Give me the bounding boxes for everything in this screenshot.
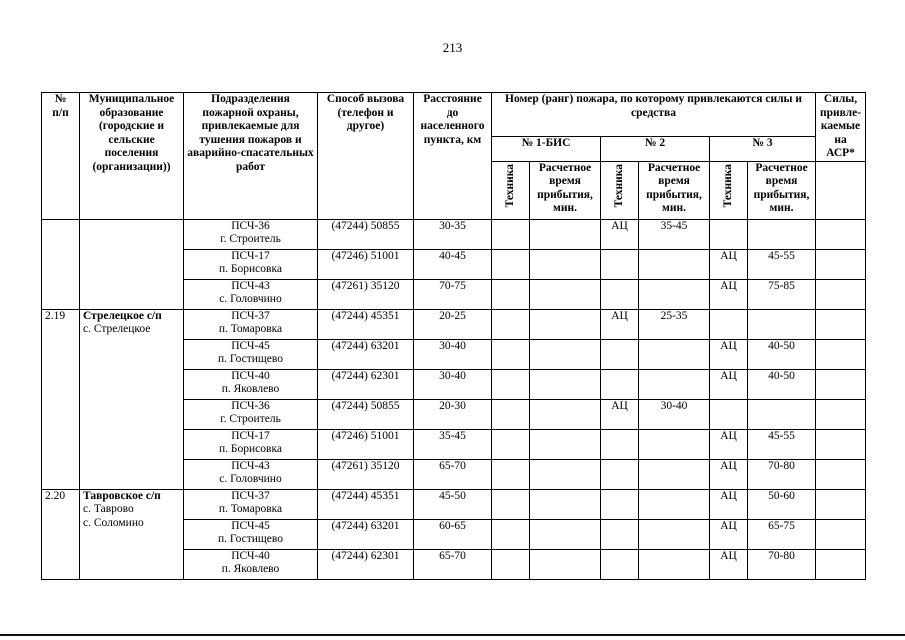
cell-distance: 45-50 (414, 489, 492, 519)
cell-unit (184, 489, 318, 519)
cell-distance: 35-45 (414, 429, 492, 459)
cell-tech-1 (492, 459, 530, 489)
cell-distance: 30-40 (414, 339, 492, 369)
cell-tech-3: АЦ (710, 339, 748, 369)
cell-tech-1 (492, 219, 530, 249)
header-arrival-1: Расчетное время прибытия, мин. (530, 161, 601, 219)
unit-location: г. Строитель (220, 233, 281, 245)
cell-tech-1 (492, 549, 530, 579)
cell-tech-1 (492, 489, 530, 519)
header-unit: Подразделения пожарной охраны, привлекаемые для тушения пожаров и аварийно-спасательных работ (184, 93, 318, 220)
cell-arrival-2 (639, 549, 710, 579)
cell-tech-3: АЦ (710, 249, 748, 279)
cell-tech-2 (601, 459, 639, 489)
unit-location: п. Яковлево (221, 383, 280, 395)
cell-asr (816, 399, 866, 429)
cell-phone: (47261) 35120 (318, 279, 414, 309)
cell-arrival-3: 70-80 (748, 459, 816, 489)
cell-arrival-1 (530, 369, 601, 399)
cell-tech-1 (492, 519, 530, 549)
cell-arrival-2 (639, 459, 710, 489)
cell-distance: 20-25 (414, 309, 492, 339)
cell-tech-3: АЦ (710, 489, 748, 519)
cell-arrival-2: 35-45 (639, 219, 710, 249)
cell-tech-2 (601, 489, 639, 519)
cell-asr (816, 459, 866, 489)
header-tech-3: Техника (710, 161, 748, 219)
unit-name: ПСЧ-43 (231, 459, 270, 472)
cell-phone: (47244) 63201 (318, 339, 414, 369)
header-tech-1: Техника (492, 161, 530, 219)
cell-num: 2.19 (42, 309, 80, 489)
unit-location: п. Борисовка (219, 443, 282, 455)
unit-location: п. Яковлево (221, 563, 280, 575)
cell-tech-3: АЦ (710, 369, 748, 399)
cell-asr (816, 519, 866, 549)
unit-name: ПСЧ-36 (231, 219, 270, 232)
cell-municipality (80, 489, 184, 579)
fire-response-table (41, 92, 866, 580)
cell-tech-2 (601, 249, 639, 279)
cell-arrival-3: 40-50 (748, 339, 816, 369)
cell-phone: (47244) 62301 (318, 549, 414, 579)
cell-distance: 65-70 (414, 459, 492, 489)
cell-unit (184, 219, 318, 249)
cell-arrival-1 (530, 219, 601, 249)
cell-arrival-3 (748, 219, 816, 249)
cell-distance: 30-40 (414, 369, 492, 399)
cell-tech-2 (601, 429, 639, 459)
header-num: № п/п (42, 93, 80, 220)
cell-arrival-3: 70-80 (748, 549, 816, 579)
cell-tech-1 (492, 279, 530, 309)
cell-tech-3: АЦ (710, 429, 748, 459)
cell-arrival-2 (639, 369, 710, 399)
header-rank-3: № 3 (710, 136, 816, 161)
cell-phone: (47244) 45351 (318, 489, 414, 519)
table-body (42, 219, 866, 579)
cell-arrival-1 (530, 309, 601, 339)
cell-unit (184, 339, 318, 369)
cell-tech-1 (492, 369, 530, 399)
cell-arrival-1 (530, 429, 601, 459)
cell-arrival-3 (748, 399, 816, 429)
cell-tech-3: АЦ (710, 519, 748, 549)
cell-phone: (47261) 35120 (318, 459, 414, 489)
unit-name: ПСЧ-37 (231, 489, 270, 502)
unit-name: ПСЧ-37 (231, 309, 270, 322)
cell-unit (184, 249, 318, 279)
unit-location: с. Головчино (219, 293, 282, 305)
settlement-name: с. Соломино (83, 516, 144, 529)
cell-asr (816, 339, 866, 369)
cell-asr (816, 249, 866, 279)
cell-unit (184, 309, 318, 339)
header-rank-2: № 2 (601, 136, 710, 161)
cell-distance: 60-65 (414, 519, 492, 549)
header-municipality: Муниципальное образование (городские и сельские поселения (организации)) (80, 93, 184, 220)
cell-phone: (47244) 50855 (318, 399, 414, 429)
unit-location: с. Головчино (219, 473, 282, 485)
unit-location: п. Гостищево (218, 353, 283, 365)
table-row (42, 309, 866, 339)
cell-distance: 30-35 (414, 219, 492, 249)
cell-asr (816, 429, 866, 459)
settlement-name: с. Таврово (83, 503, 134, 515)
cell-tech-2 (601, 279, 639, 309)
header-rank-1bis: № 1-БИС (492, 136, 601, 161)
cell-tech-3: АЦ (710, 549, 748, 579)
cell-arrival-2 (639, 249, 710, 279)
cell-tech-2: АЦ (601, 399, 639, 429)
cell-tech-3 (710, 219, 748, 249)
cell-arrival-1 (530, 279, 601, 309)
cell-unit (184, 399, 318, 429)
municipality-name: Тавровское с/п (83, 489, 161, 502)
cell-municipality (80, 219, 184, 309)
unit-name: ПСЧ-45 (231, 339, 270, 352)
cell-arrival-2 (639, 519, 710, 549)
cell-phone: (47244) 63201 (318, 519, 414, 549)
cell-arrival-1 (530, 399, 601, 429)
cell-arrival-1 (530, 339, 601, 369)
cell-tech-3 (710, 309, 748, 339)
cell-tech-3: АЦ (710, 279, 748, 309)
cell-num: 2.20 (42, 489, 80, 579)
header-tech-2: Техника (601, 161, 639, 219)
cell-num (42, 219, 80, 309)
header-call-method: Способ вызова (телефон и другое) (318, 93, 414, 220)
cell-arrival-2: 25-35 (639, 309, 710, 339)
cell-arrival-1 (530, 519, 601, 549)
cell-arrival-2 (639, 429, 710, 459)
unit-name: ПСЧ-45 (231, 519, 270, 532)
unit-location: г. Строитель (220, 413, 281, 425)
unit-name: ПСЧ-17 (231, 429, 270, 442)
cell-tech-1 (492, 309, 530, 339)
cell-phone: (47246) 51001 (318, 429, 414, 459)
cell-unit (184, 549, 318, 579)
cell-distance: 20-30 (414, 399, 492, 429)
cell-distance: 40-45 (414, 249, 492, 279)
cell-tech-1 (492, 429, 530, 459)
unit-location: п. Томаровка (218, 503, 283, 515)
cell-arrival-2 (639, 279, 710, 309)
cell-arrival-1 (530, 249, 601, 279)
cell-asr (816, 309, 866, 339)
unit-name: ПСЧ-36 (231, 399, 270, 412)
unit-location: п. Гостищево (218, 533, 283, 545)
unit-name: ПСЧ-43 (231, 279, 270, 292)
cell-arrival-3: 50-60 (748, 489, 816, 519)
cell-arrival-3: 45-55 (748, 249, 816, 279)
cell-unit (184, 429, 318, 459)
cell-asr (816, 489, 866, 519)
header-distance: Расстояние до населенного пункта, км (414, 93, 492, 220)
unit-name: ПСЧ-40 (231, 369, 270, 382)
municipality-name: Стрелецкое с/п (83, 309, 162, 322)
cell-tech-2 (601, 549, 639, 579)
cell-arrival-3: 45-55 (748, 429, 816, 459)
unit-name: ПСЧ-40 (231, 549, 270, 562)
cell-arrival-3: 65-75 (748, 519, 816, 549)
cell-phone: (47244) 50855 (318, 219, 414, 249)
header-arrival-2: Расчетное время прибытия, мин. (639, 161, 710, 219)
cell-unit (184, 519, 318, 549)
cell-arrival-2 (639, 489, 710, 519)
cell-asr (816, 279, 866, 309)
cell-tech-1 (492, 249, 530, 279)
cell-unit (184, 369, 318, 399)
unit-name: ПСЧ-17 (231, 249, 270, 262)
cell-arrival-3 (748, 309, 816, 339)
table-row (42, 219, 866, 249)
unit-location: п. Борисовка (219, 263, 282, 275)
header-fire-rank: Номер (ранг) пожара, по которому привлекаются силы и средства (492, 93, 816, 137)
cell-phone: (47244) 62301 (318, 369, 414, 399)
cell-tech-2 (601, 339, 639, 369)
cell-arrival-2 (639, 339, 710, 369)
cell-unit (184, 279, 318, 309)
settlement-name: с. Стрелецкое (83, 323, 151, 335)
cell-phone: (47246) 51001 (318, 249, 414, 279)
cell-tech-1 (492, 339, 530, 369)
cell-tech-2 (601, 519, 639, 549)
cell-asr (816, 549, 866, 579)
cell-tech-2: АЦ (601, 309, 639, 339)
page-number: 213 (442, 40, 463, 55)
cell-arrival-3: 40-50 (748, 369, 816, 399)
cell-arrival-1 (530, 459, 601, 489)
page-bottom-rule (0, 634, 905, 636)
cell-unit (184, 459, 318, 489)
cell-distance: 65-70 (414, 549, 492, 579)
cell-arrival-1 (530, 549, 601, 579)
cell-arrival-3: 75-85 (748, 279, 816, 309)
unit-location: п. Томаровка (218, 323, 283, 335)
cell-distance: 70-75 (414, 279, 492, 309)
header-arrival-3: Расчетное время прибытия, мин. (748, 161, 816, 219)
cell-arrival-2: 30-40 (639, 399, 710, 429)
cell-arrival-1 (530, 489, 601, 519)
cell-asr (816, 219, 866, 249)
header-asr: Силы, привле-каемые на АСР* (816, 93, 866, 162)
cell-municipality (80, 309, 184, 489)
cell-asr (816, 369, 866, 399)
cell-tech-3 (710, 399, 748, 429)
table-row (42, 489, 866, 519)
cell-tech-2: АЦ (601, 219, 639, 249)
cell-tech-3: АЦ (710, 459, 748, 489)
cell-tech-2 (601, 369, 639, 399)
header-asr-empty (816, 161, 866, 219)
cell-phone: (47244) 45351 (318, 309, 414, 339)
cell-tech-1 (492, 399, 530, 429)
